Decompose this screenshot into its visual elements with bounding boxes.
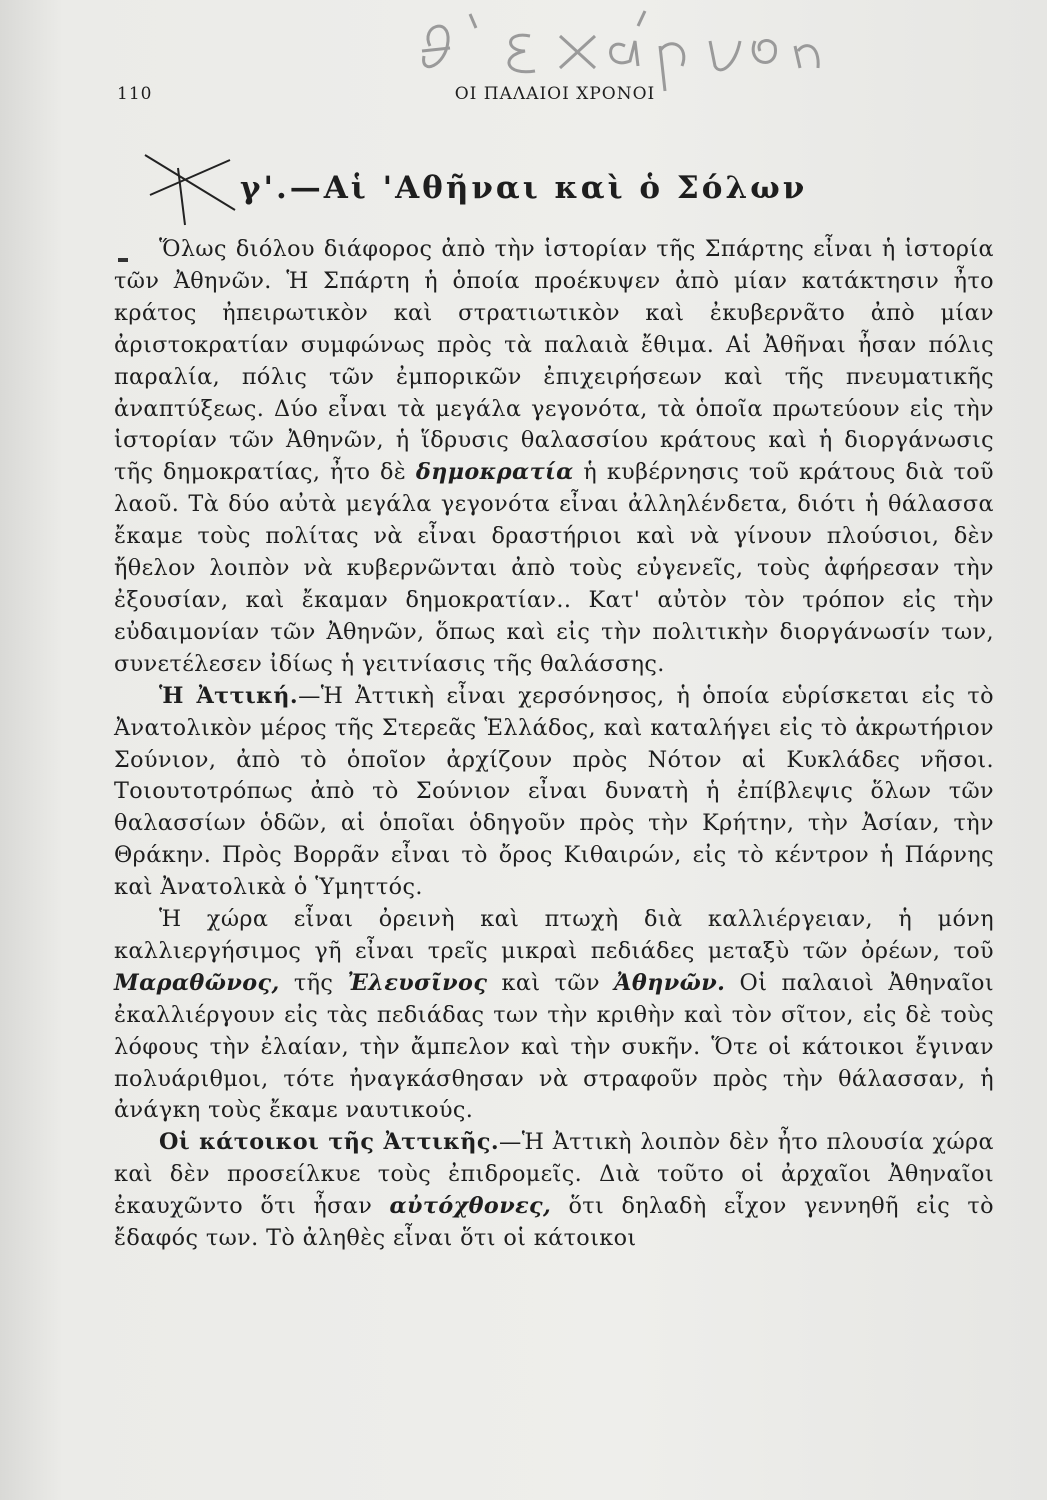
section-title: γ'.—Αἱ 'Αθῆναι καὶ ὁ Σόλων bbox=[240, 170, 808, 206]
subheading-attica: Ἡ Ἀττική. bbox=[159, 682, 299, 709]
term-autochthones: αὐτόχθονες, bbox=[389, 1193, 552, 1220]
page-number: 110 bbox=[117, 84, 153, 104]
text-run: Ὅλως διόλου διάφορος ἀπὸ τὴν ἱστορίαν τῆς Σπάρτης εἶναι ἡ ἱστορία τῶν Ἀθηνῶν. Ἡ Σπάρτη ἡ ὁποία προέκυψεν ἀπὸ μίαν κατάκτησιν ἦτο κράτος ἠπειρωτικὸν καὶ στρατιωτικὸν καὶ ἐκυβερνᾶτο ἀπὸ μίαν ἀριστοκρατίαν συμφώνως πρὸς τὰ παλαιὰ ἔθιμα. Αἱ Ἀθῆναι ἦσαν πόλις παραλία, πόλις τῶν ἐμπορικῶν ἐπιχειρήσεων καὶ τῆς πνευματικῆς ἀναπτύξεως. Δύο εἶναι τὰ μεγάλα γεγονότα, τὰ ὁποῖα πρωτεύουν εἰς τὴν ἱστορίαν τῶν Ἀθηνῶν, ἡ ἵδρυσις θαλασσίου κράτους καὶ ἡ διοργάνωσις τῆς δημοκρατίας, ἦτο δὲ bbox=[114, 236, 994, 486]
star-mark-icon bbox=[140, 150, 240, 230]
place-marathon: Μαραθῶνος, bbox=[114, 969, 280, 996]
text-run: τῆς bbox=[293, 969, 334, 996]
place-eleusis: Ἐλευσῖνος bbox=[347, 969, 488, 996]
text-run: —Ἡ Ἀττικὴ λοιπὸν δὲν ἦτο πλουσία χώρα καὶ δὲν προσείλκυε τοὺς ἐπιδρομεῖς. Διὰ τοῦτο οἱ ἀρχαῖοι Ἀθηναῖοι ἐκαυχῶντο ὅτι ἦσαν bbox=[114, 1129, 995, 1220]
text-run: καὶ τῶν bbox=[501, 969, 600, 996]
running-head bbox=[110, 84, 1000, 108]
text-run: ὅτι δηλαδὴ εἶχον γεννηθῆ εἰς τὸ ἔδαφός των. Τὸ ἀληθὲς εἶναι ὅτι οἱ κάτοικοι bbox=[114, 1193, 994, 1252]
text-run: ἡ κυβέρνησις τοῦ κράτους διὰ τοῦ λαοῦ. Τὰ δύο αὐτὰ μεγάλα γεγονότα εἶναι ἀλληλένδετα, διότι ἡ θάλασσα ἔκαμε τοὺς πολίτας νὰ εἶναι δραστήριοι καὶ νὰ γίνουν πλούσιοι, δὲν ἤθελον λοιπὸν νὰ κυβερνῶνται ἀπὸ τοὺς εὐγενεῖς, τοὺς ἀφήρεσαν τὴν ἐξουσίαν, καὶ ἔκαμαν δημοκρατίαν.. Κατ' αὐτὸν τὸν τρόπον εἰς τὴν εὐδαιμονίαν τῶν Ἀθηνῶν, ὅπως καὶ εἰς τὴν πολιτικὴν διοργάνωσίν των, συνετέλεσεν ἰδίως ἡ γειτνίασις τῆς θαλάσσης. bbox=[114, 459, 994, 677]
handwritten-annotation bbox=[410, 6, 850, 96]
place-athens: Ἀθηνῶν. bbox=[614, 969, 726, 996]
running-title: ΟΙ ΠΑΛΑΙΟΙ ΧΡΟΝΟΙ bbox=[454, 84, 656, 104]
text-run: Οἱ παλαιοὶ Ἀθηναῖοι ἐκαλλιέργουν εἰς τὰς πεδιάδας των τὴν κριθὴν καὶ τὸν σῖτον, εἰς δὲ τοὺς λόφους τὴν ἐλαίαν, τὴν ἄμπελον καὶ τὴν συκῆν. Ὅτε οἱ κάτοικοι ἔγιναν πολυάριθμοι, τότε ἠναγκάσθησαν νὰ στραφοῦν πρὸς τὴν θάλασσαν, ἡ ἀνάγκη τοὺς ἔκαμε ναυτικούς. bbox=[114, 969, 994, 1124]
text-run: —Ἡ Ἀττικὴ εἶναι χερσόνησος, ἡ ὁποία εὑρίσκεται εἰς τὸ Ἀνατολικὸν μέρος τῆς Στερεᾶς Ἑλλάδος, καὶ καταλήγει εἰς τὸ ἀκρωτήριον Σούνιον, ἀπὸ τὸ ὁποῖον ἀρχίζουν πρὸς Νότον αἱ Κυκλάδες νῆσοι. Τοιουτοτρόπως ἀπὸ τὸ Σούνιον εἶναι δυνατὴ ἡ ἐπίβλεψις ὅλων τῶν θαλασσίων ὁδῶν, αἱ ὁποῖαι ὁδηγοῦν πρὸς τὴν Κρήτην, τὴν Ἀσίαν, τὴν Θράκην. Πρὸς Βορρᾶν εἶναι τὸ ὄρος Κιθαιρών, εἰς τὸ κέντρον ἡ Πάρνης καὶ Ἀνατολικὰ ὁ Ὑμηττός. bbox=[114, 682, 994, 901]
paragraph-land bbox=[114, 904, 994, 1127]
body-text bbox=[114, 234, 994, 1255]
paragraph-inhabitants bbox=[114, 1127, 994, 1255]
term-democracy: δημοκρατία bbox=[415, 459, 574, 486]
text-run: Ἡ χώρα εἶναι ὀρεινὴ καὶ πτωχὴ διὰ καλλιέργειαν, ἡ μόνη καλλιεργήσιμος γῆ εἶναι τρεῖς μικραὶ πεδιάδες μεταξὺ τῶν ὀρέων, τοῦ bbox=[114, 906, 994, 964]
paragraph-intro bbox=[114, 234, 994, 681]
subheading-inhabitants: Οἱ κάτοικοι τῆς Ἀττικῆς. bbox=[159, 1129, 500, 1156]
paragraph-attica bbox=[114, 681, 994, 904]
